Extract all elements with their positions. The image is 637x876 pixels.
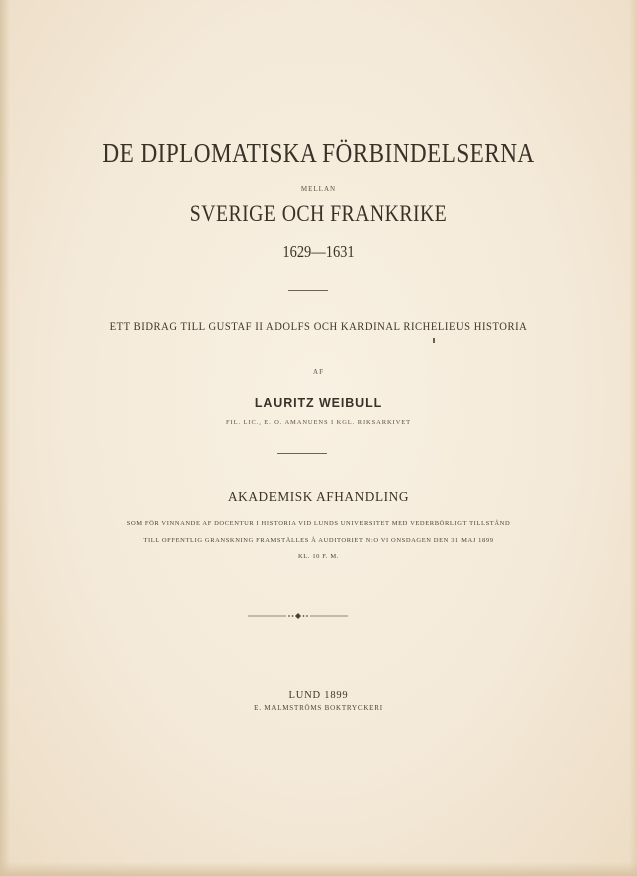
title-connector: MELLAN [300,185,337,193]
divider-rule [288,290,328,291]
author-by: AF [313,368,324,376]
imprint-place-year: LUND 1899 [288,690,349,701]
dissertation-line-1: SOM FÖR VINNANDE AF DOCENTUR I HISTORIA VID LUNDS UNIVERSITET MED VEDERBÖRLIGT TILLSTÅND [126,520,511,527]
divider-rule [277,453,327,454]
imprint-printer: E. MALMSTRÖMS BOKTRYCKERI [254,704,383,712]
book-title: DE DIPLOMATISKA FÖRBINDELSERNA [102,138,535,168]
book-subtitle: ETT BIDRAG TILL GUSTAF II ADOLFS OCH KARDINAL RICHELIEUS HISTORIA [109,321,528,333]
dissertation-line-3: KL. 10 F. M. [298,553,339,560]
paper-edge-left [0,0,10,876]
book-title-years: 1629—1631 [282,242,355,261]
author-name: LAURITZ WEIBULL [254,396,383,410]
ornament-divider-icon [248,611,348,621]
dissertation-heading: AKADEMISK AFHANDLING [228,490,409,505]
book-title-countries: SVERIGE OCH FRANKRIKE [189,201,448,226]
author-credentials: FIL. LIC., E. O. AMANUENS I KGL. RIKSARKIVET [226,419,411,426]
dissertation-line-2: TILL OFFENTLIG GRANSKNING FRAMSTÄLLES Å AUDITORIET N:O VI ONSDAGEN DEN 31 MAJ 1899 [143,537,494,544]
paper-edge-bottom [0,862,637,876]
paper-edge-right [629,0,637,876]
ink-mark [433,338,435,343]
